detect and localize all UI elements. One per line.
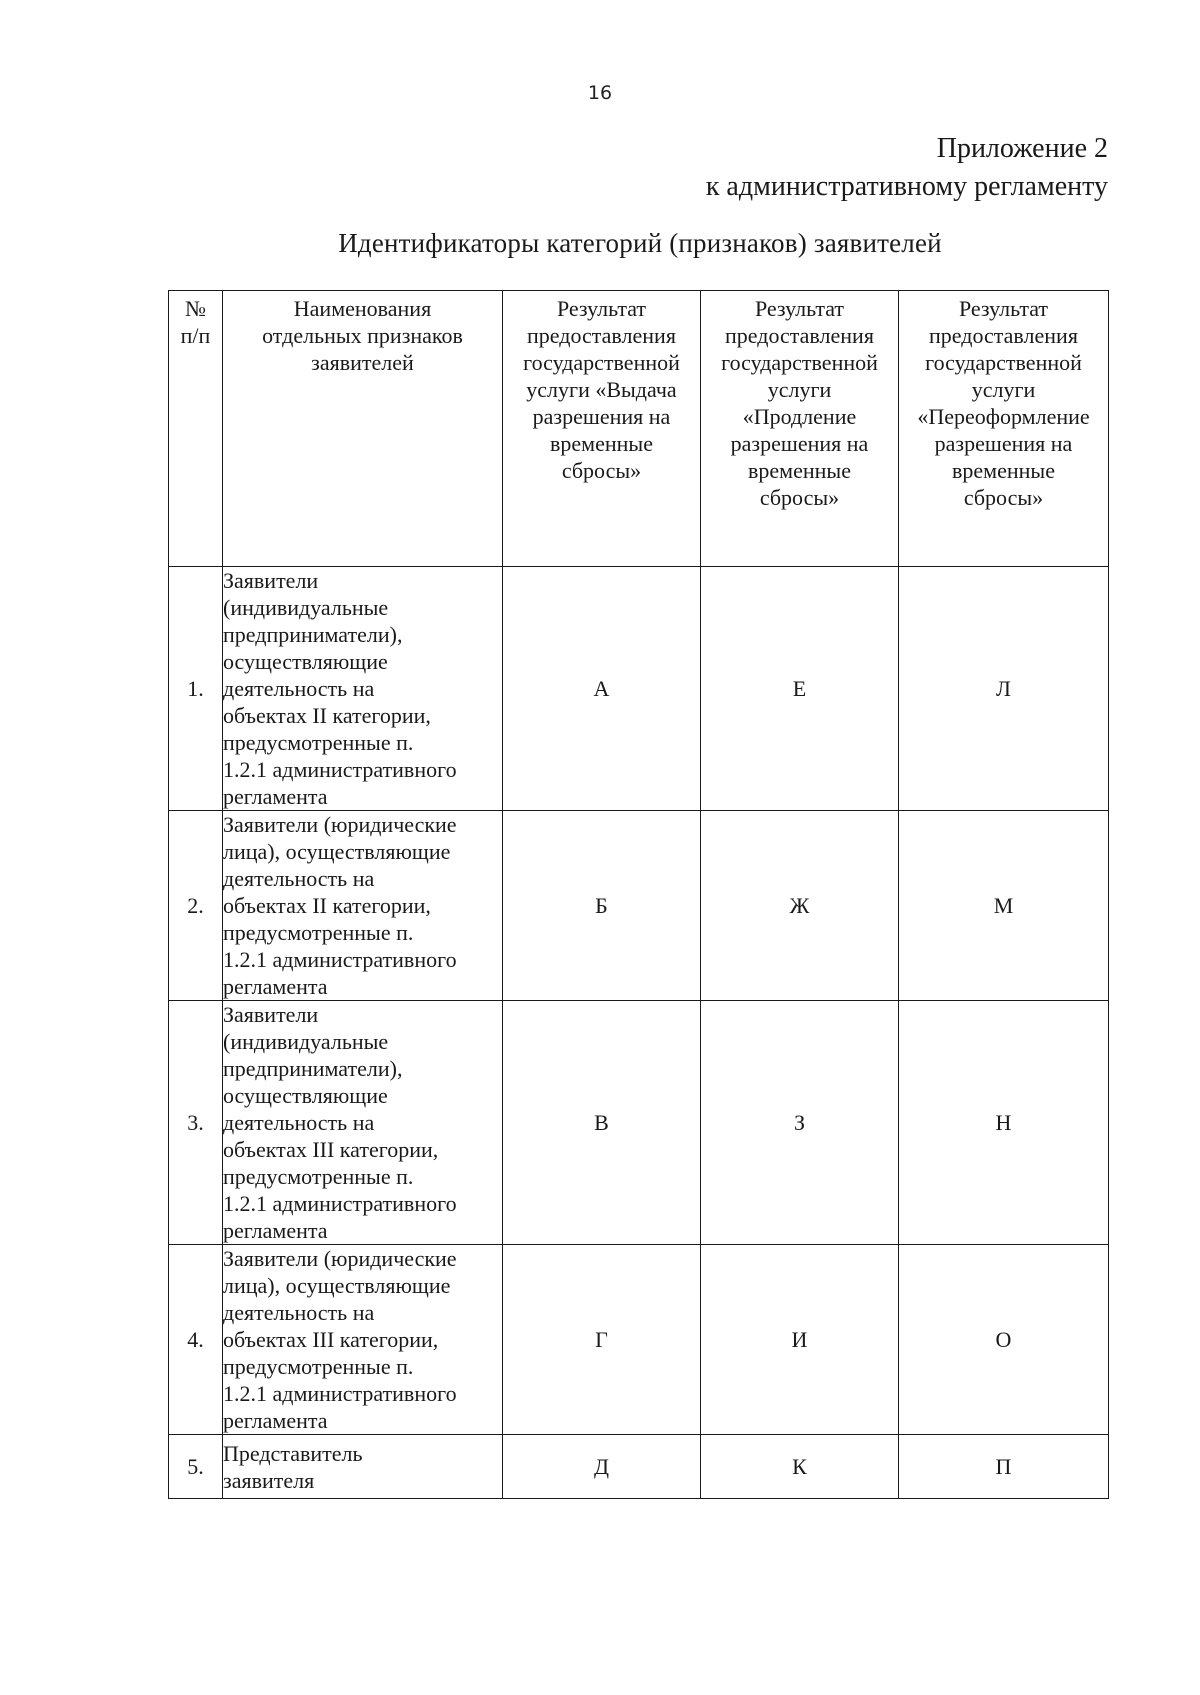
identifier-extension: К [701, 1435, 899, 1499]
identifier-extension: Ж [701, 811, 899, 1001]
identifier-issue: Б [503, 811, 701, 1001]
document-title: Идентификаторы категорий (признаков) заявителей [338, 228, 942, 258]
identifier-issue: Г [503, 1245, 701, 1435]
table-row [169, 1001, 1109, 1245]
row-number: 4. [169, 1245, 223, 1435]
identifier-issue: В [503, 1001, 701, 1245]
header-result-extension: Результат предоставления государственной услуги «Продление разрешения на временные сбросы» [701, 291, 899, 567]
row-number: 3. [169, 1001, 223, 1245]
applicant-feature: Заявители (юридические лица), осуществляющие деятельность на объектах III категории, предусмотренные п. 1.2.1 административного регламента [223, 1245, 503, 1435]
identifier-extension: З [701, 1001, 899, 1245]
row-number: 2. [169, 811, 223, 1001]
table-row [169, 1245, 1109, 1435]
appendix-line-2: к административному регламенту [705, 171, 1108, 202]
header-number: № п/п [169, 291, 223, 567]
table-header-row [169, 291, 1109, 567]
appendix-line-1: Приложение 2 [936, 133, 1108, 164]
appendix-header [706, 130, 1108, 206]
identifier-reissue: Н [899, 1001, 1109, 1245]
applicant-feature: Представитель заявителя [223, 1435, 503, 1499]
row-number: 1. [169, 567, 223, 811]
header-applicant-features: Наименования отдельных признаков заявителей [223, 291, 503, 567]
table-row [169, 1435, 1109, 1499]
identifier-issue: А [503, 567, 701, 811]
identifier-reissue: Л [899, 567, 1109, 811]
header-result-issue: Результат предоставления государственной услуги «Выдача разрешения на временные сбросы» [503, 291, 701, 567]
applicant-feature: Заявители (юридические лица), осуществляющие деятельность на объектах II категории, предусмотренные п. 1.2.1 административного регламента [223, 811, 503, 1001]
table-row [169, 811, 1109, 1001]
table-row [169, 567, 1109, 811]
identifier-reissue: О [899, 1245, 1109, 1435]
applicant-feature: Заявители (индивидуальные предприниматели), осуществляющие деятельность на объектах III категории, предусмотренные п. 1.2.1 административного регламента [223, 1001, 503, 1245]
identifiers-table [168, 290, 1109, 1499]
row-number: 5. [169, 1435, 223, 1499]
identifier-reissue: М [899, 811, 1109, 1001]
identifier-extension: Е [701, 567, 899, 811]
page-number: 16 [587, 82, 613, 104]
identifier-extension: И [701, 1245, 899, 1435]
header-result-reissue: Результат предоставления государственной услуги «Переоформление разрешения на временные сбросы» [899, 291, 1109, 567]
identifier-reissue: П [899, 1435, 1109, 1499]
identifier-issue: Д [503, 1435, 701, 1499]
applicant-feature: Заявители (индивидуальные предприниматели), осуществляющие деятельность на объектах II категории, предусмотренные п. 1.2.1 административного регламента [223, 567, 503, 811]
